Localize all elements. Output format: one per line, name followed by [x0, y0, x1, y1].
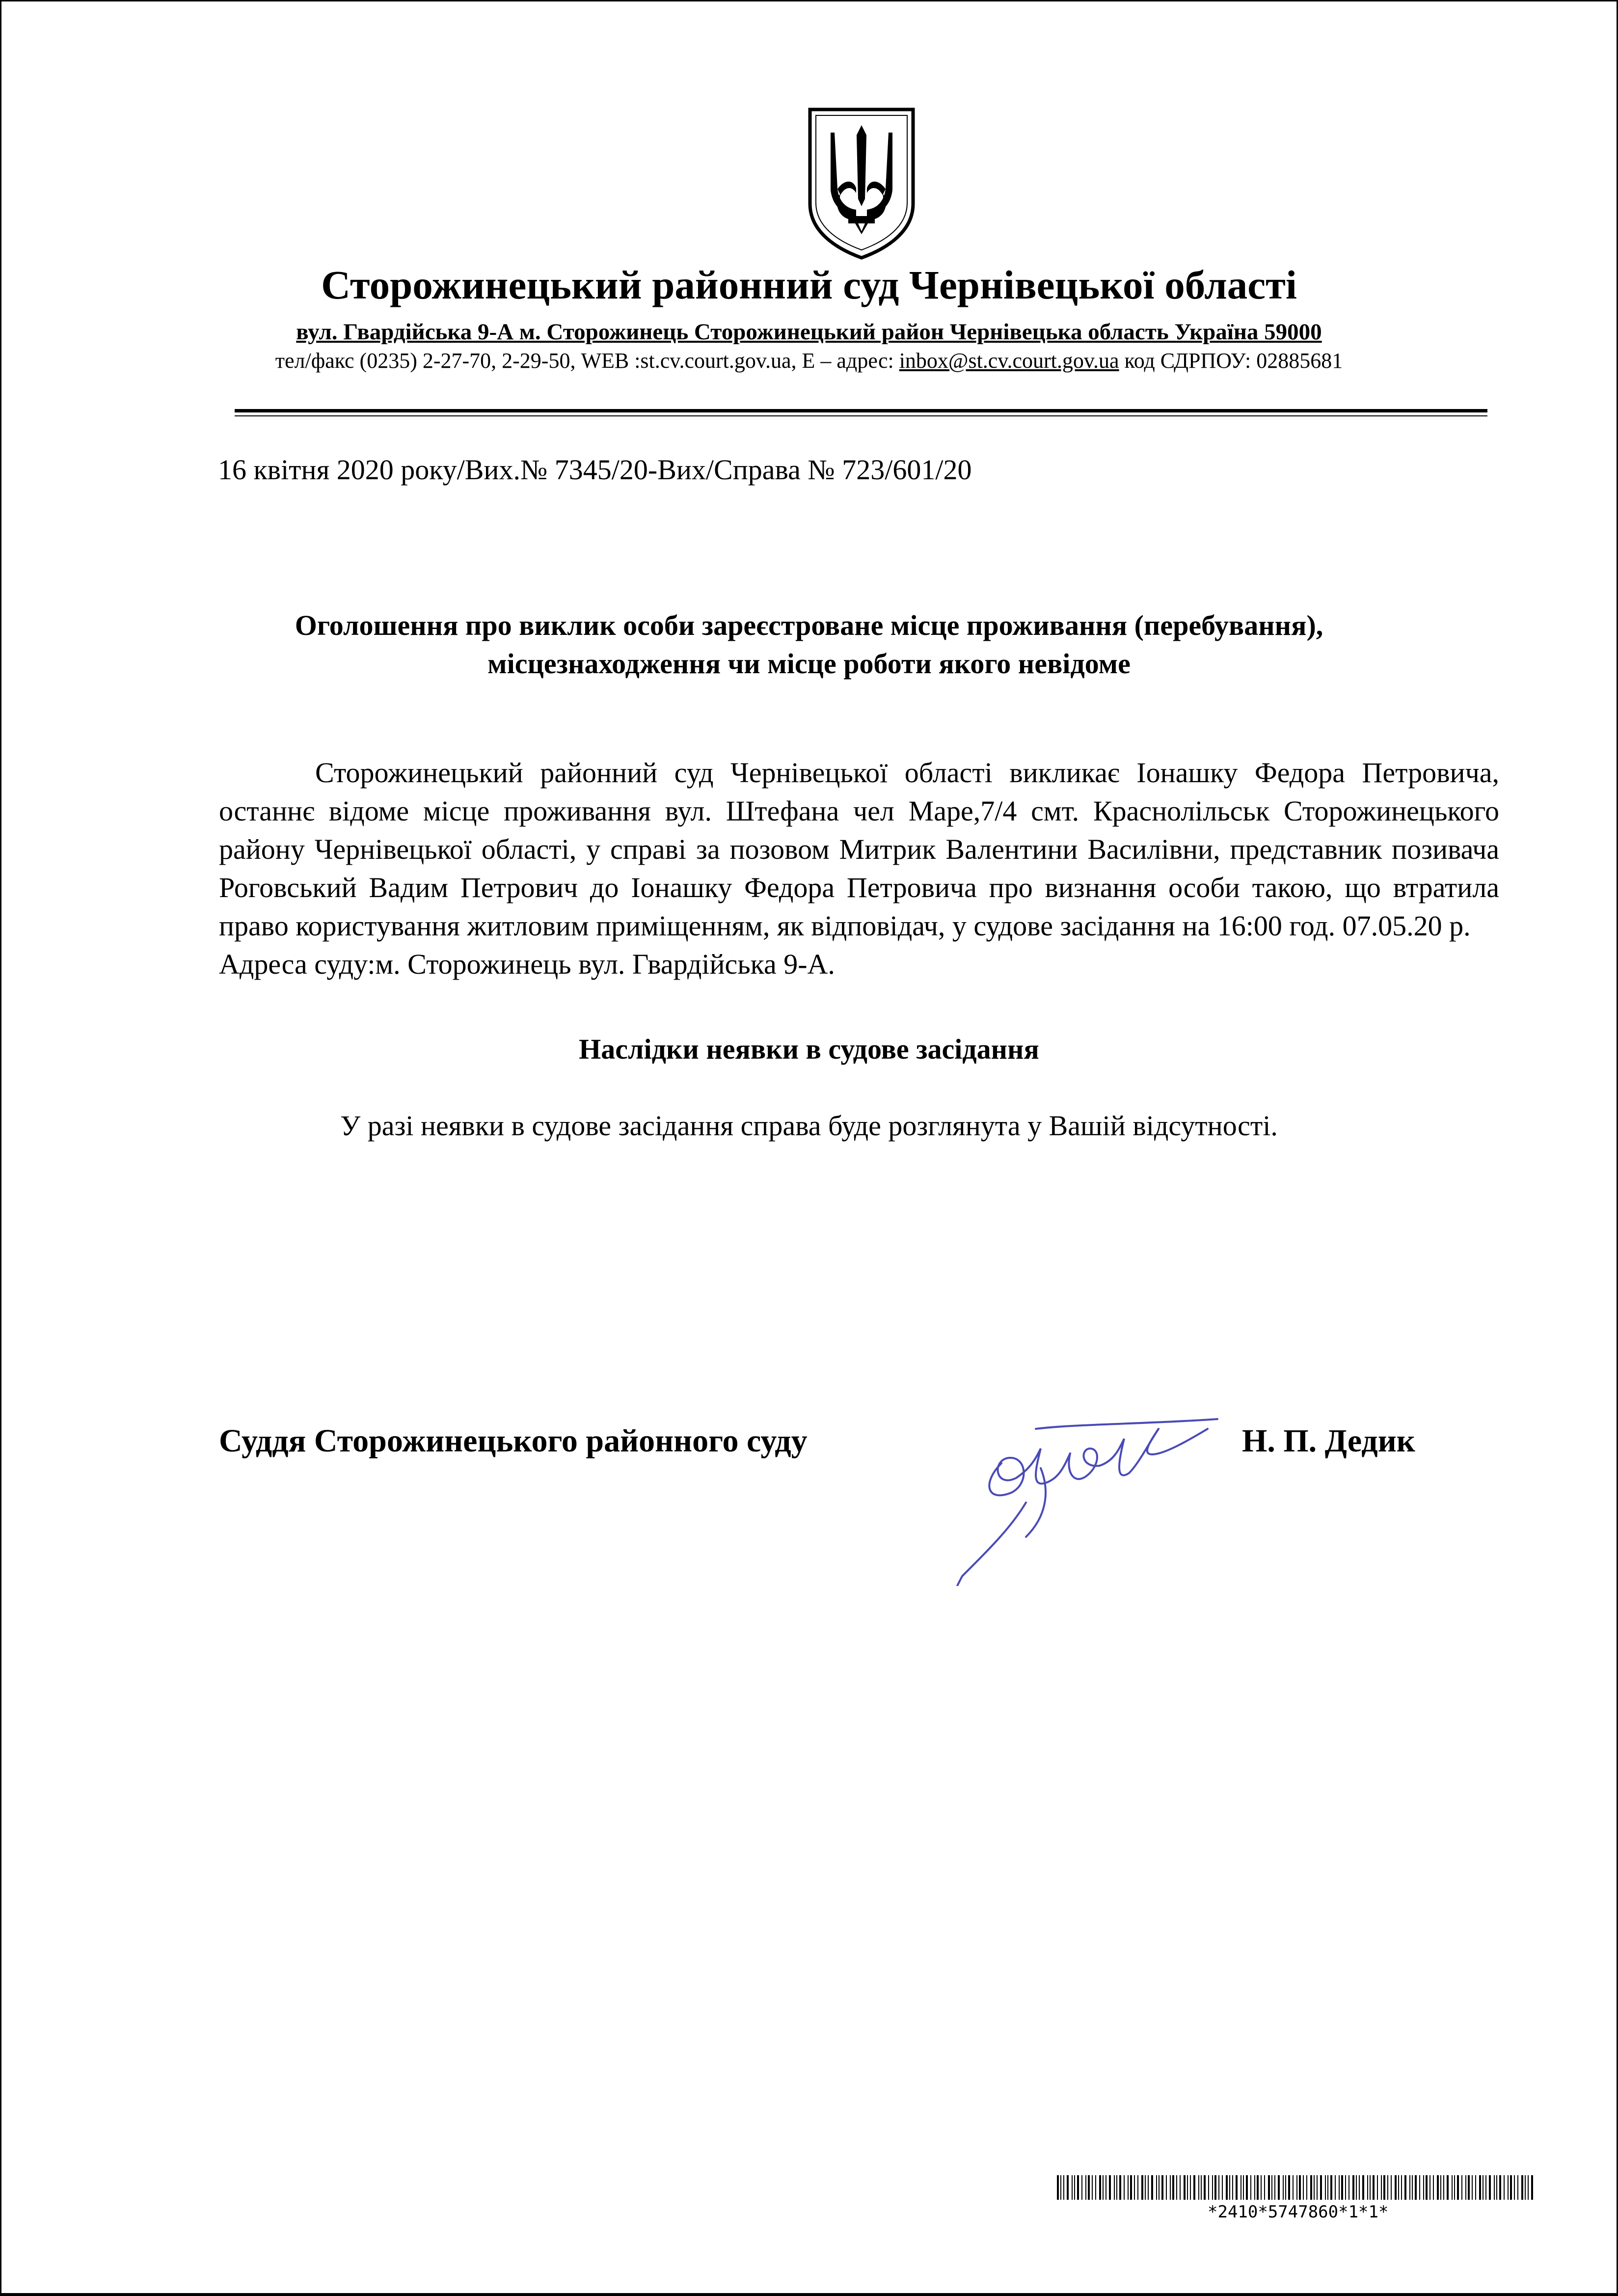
barcode-bar	[1521, 2175, 1523, 2200]
barcode-bar	[1250, 2175, 1251, 2200]
barcode-bar	[1314, 2175, 1315, 2200]
barcode-bar	[1088, 2175, 1090, 2200]
barcode-bar	[1359, 2175, 1360, 2200]
barcode-bar	[1472, 2175, 1473, 2200]
barcode-bar	[1306, 2175, 1307, 2200]
barcode-bar	[1437, 2175, 1439, 2200]
header-divider-thin	[235, 415, 1487, 416]
barcode-bar	[1198, 2175, 1199, 2200]
barcode-bar	[1327, 2175, 1328, 2200]
coat-of-arms-icon	[805, 106, 918, 260]
barcode-bar	[1176, 2175, 1177, 2200]
barcode-bar	[1204, 2175, 1206, 2200]
barcode-bar	[1077, 2175, 1079, 2200]
barcode-bar	[1187, 2175, 1188, 2200]
barcode-bar	[1261, 2175, 1262, 2200]
barcode-bar	[1514, 2175, 1515, 2200]
barcode-bar	[1236, 2175, 1238, 2200]
barcode-bar	[1339, 2175, 1340, 2200]
barcode-bar	[1063, 2175, 1064, 2200]
barcode-bar	[1257, 2175, 1259, 2200]
barcode-bar	[1208, 2175, 1209, 2200]
barcode-bar	[1348, 2175, 1349, 2200]
barcode-bar	[1099, 2175, 1101, 2200]
barcode-bar	[1240, 2175, 1241, 2200]
barcode-bar	[1095, 2175, 1096, 2200]
barcode-icon	[1057, 2175, 1537, 2200]
barcode-bar	[1508, 2175, 1509, 2200]
barcode-bar	[1085, 2175, 1086, 2200]
barcode-bar	[1193, 2175, 1195, 2200]
barcode-bar	[1166, 2175, 1167, 2200]
barcode-bar	[1457, 2175, 1459, 2200]
scan-border-top	[0, 0, 1618, 1]
court-address	[0, 318, 1618, 346]
barcode-bar	[1172, 2175, 1174, 2200]
barcode-bar	[1485, 2175, 1486, 2200]
announcement-paragraph: Сторожинецький районний суд Чернівецької області викликає Іонашку Федора Петровича, останнє відоме місце проживання вул. Штефана чел Маре,7/4 смт. Краснолільськ Сторожинецького району Чернівецької області, у справі за позовом Митрик Валентини Василівни, представник позивача Роговський Вадим Петрович до Іонашку Федора Петровича про визнання особи такою, що втратила право користування житловим приміщенням, як відповідач, у судове засідання на 16:00 год. 07.05.20 р.	[219, 757, 1499, 942]
barcode-bar	[1443, 2175, 1444, 2200]
barcode-bar	[1268, 2175, 1270, 2200]
barcode-bar	[1137, 2175, 1138, 2200]
barcode-bar	[1067, 2175, 1069, 2200]
barcode-bar	[1180, 2175, 1181, 2200]
barcode-bar	[1283, 2175, 1284, 2200]
judge-title: Суддя Сторожинецького районного суду	[219, 1423, 808, 1459]
barcode-bar	[1134, 2175, 1135, 2200]
barcode-bar	[1373, 2175, 1375, 2200]
barcode-bar	[1299, 2175, 1301, 2200]
barcode-bar	[1278, 2175, 1280, 2200]
barcode-bar	[1119, 2175, 1121, 2200]
barcode-bar	[1264, 2175, 1265, 2200]
barcode-bar	[1415, 2175, 1417, 2200]
barcode-bar	[1072, 2175, 1073, 2200]
barcode-bar	[1161, 2175, 1163, 2200]
barcode-bar	[1370, 2175, 1371, 2200]
barcode-bar	[1517, 2175, 1518, 2200]
barcode-bar	[1303, 2175, 1304, 2200]
consequences-text: У разі неявки в судове засідання справа буде розглянута у Вашій відсутності.	[340, 1110, 1278, 1142]
barcode-bar	[1320, 2175, 1322, 2200]
announcement-title-line1: Оголошення про виклик особи зареєстроване місце проживання (перебування),	[295, 609, 1323, 641]
handwritten-signature-icon	[952, 1409, 1227, 1586]
barcode-bar	[1465, 2175, 1466, 2200]
court-address-text: вул. Гвардійська 9-А м. Сторожинець Сторожинецький район Чернівецька область Україна 59000	[296, 319, 1322, 345]
barcode-bar	[1494, 2175, 1495, 2200]
barcode-bar	[1356, 2175, 1357, 2200]
barcode-bar	[1409, 2175, 1410, 2200]
barcode-bar	[1229, 2175, 1230, 2200]
barcode-bar	[1145, 2175, 1146, 2200]
barcode-bar	[1116, 2175, 1117, 2200]
court-address-note: Адреса суду:м. Сторожинець вул. Гвардійська 9-А.	[219, 948, 835, 980]
barcode-bar	[1285, 2175, 1286, 2200]
barcode-bar	[1081, 2175, 1082, 2200]
court-name: Сторожинецький районний суд Чернівецької області	[321, 262, 1297, 307]
announcement-title	[0, 606, 1618, 683]
barcode-bar	[1429, 2175, 1430, 2200]
contacts-suffix: код СДРПОУ: 02885681	[1119, 349, 1343, 373]
barcode-bar	[1341, 2175, 1343, 2200]
barcode-bar	[1426, 2175, 1428, 2200]
consequences-title: Наслідки неявки в судове засідання	[579, 1033, 1039, 1065]
email-link[interactable]: inbox@st.cv.court.gov.ua	[899, 349, 1119, 373]
barcode-bar	[1412, 2175, 1413, 2200]
barcode-bar	[1074, 2175, 1075, 2200]
barcode-bar	[1246, 2175, 1248, 2200]
barcode-bar	[1057, 2175, 1059, 2200]
barcode-bar	[1345, 2175, 1346, 2200]
barcode-bar	[1496, 2175, 1497, 2200]
barcode-bar	[1293, 2175, 1294, 2200]
barcode-bar	[1184, 2175, 1186, 2200]
barcode-bar	[1362, 2175, 1364, 2200]
announcement-body	[219, 754, 1499, 984]
barcode-bar	[1243, 2175, 1244, 2200]
barcode-bar	[1381, 2175, 1382, 2200]
barcode-bar	[1128, 2175, 1129, 2200]
barcode-bar	[1092, 2175, 1093, 2200]
barcode-bar	[1452, 2175, 1453, 2200]
barcode-bar	[1419, 2175, 1420, 2200]
barcode-bar	[1391, 2175, 1392, 2200]
barcode-bar	[1504, 2175, 1505, 2200]
barcode-bar	[1377, 2175, 1378, 2200]
barcode-bar	[1103, 2175, 1104, 2200]
barcode-bar	[1468, 2175, 1470, 2200]
barcode-bar	[1475, 2175, 1476, 2200]
contacts-prefix: тел/факс (0235) 2-27-70, 2-29-50, WEB :st.cv.court.gov.ua, Е – адрес:	[275, 349, 899, 373]
barcode-bar	[1271, 2175, 1272, 2200]
barcode-bar	[1130, 2175, 1132, 2200]
barcode-bar	[1226, 2175, 1228, 2200]
barcode-bar	[1461, 2175, 1462, 2200]
barcode-bar	[1404, 2175, 1406, 2200]
barcode-bar	[1060, 2175, 1061, 2200]
barcode-bar	[1401, 2175, 1402, 2200]
judge-name: Н. П. Дедик	[1242, 1423, 1415, 1459]
barcode-bar	[1330, 2175, 1332, 2200]
barcode-bar	[1156, 2175, 1157, 2200]
barcode-bar	[1190, 2175, 1191, 2200]
barcode-bar	[1124, 2175, 1125, 2200]
barcode-bar	[1433, 2175, 1434, 2200]
barcode-bar	[1214, 2175, 1216, 2200]
barcode-bar	[1383, 2175, 1385, 2200]
barcode-bar	[1296, 2175, 1297, 2200]
barcode-bar	[1447, 2175, 1449, 2200]
barcode-bar	[1398, 2175, 1399, 2200]
scan-border-bottom	[0, 2293, 1618, 2296]
barcode-bar	[1114, 2175, 1115, 2200]
barcode-bar	[1423, 2175, 1424, 2200]
announcement-title-line2: місцезнаходження чи місце роботи якого невідоме	[487, 648, 1131, 680]
header-divider	[235, 409, 1487, 412]
barcode-bar	[1232, 2175, 1233, 2200]
barcode-bar	[1288, 2175, 1290, 2200]
barcode-bar	[1317, 2175, 1318, 2200]
barcode-bar	[1525, 2175, 1526, 2200]
barcode-bar	[1528, 2175, 1529, 2200]
barcode-bar	[1454, 2175, 1455, 2200]
barcode-caption: *2410*5747860*1*1*	[1208, 2202, 1389, 2222]
barcode-bar	[1159, 2175, 1160, 2200]
barcode-bar	[1274, 2175, 1275, 2200]
barcode-bar	[1212, 2175, 1213, 2200]
barcode-bar	[1510, 2175, 1512, 2200]
barcode-bar	[1367, 2175, 1368, 2200]
barcode-bar	[1531, 2175, 1533, 2200]
barcode-bar	[1141, 2175, 1143, 2200]
barcode-bar	[1335, 2175, 1336, 2200]
barcode-bar	[1489, 2175, 1491, 2200]
barcode-bar	[1201, 2175, 1202, 2200]
barcode-bar	[1395, 2175, 1397, 2200]
barcode-bar	[1218, 2175, 1219, 2200]
barcode-bar	[1151, 2175, 1153, 2200]
barcode-bar	[1254, 2175, 1255, 2200]
barcode-bar	[1387, 2175, 1388, 2200]
outgoing-reference: 16 квітня 2020 року/Вих.№ 7345/20-Вих/Справа № 723/601/20	[218, 454, 972, 486]
barcode-bar	[1222, 2175, 1223, 2200]
barcode-bar	[1440, 2175, 1441, 2200]
barcode-bar	[1109, 2175, 1111, 2200]
barcode-bar	[1310, 2175, 1312, 2200]
barcode-bar	[1325, 2175, 1326, 2200]
court-contacts	[0, 348, 1618, 374]
barcode-bar	[1499, 2175, 1501, 2200]
barcode-bar	[1479, 2175, 1481, 2200]
barcode-bar	[1170, 2175, 1171, 2200]
barcode-bar	[1148, 2175, 1149, 2200]
barcode-bar	[1352, 2175, 1354, 2200]
